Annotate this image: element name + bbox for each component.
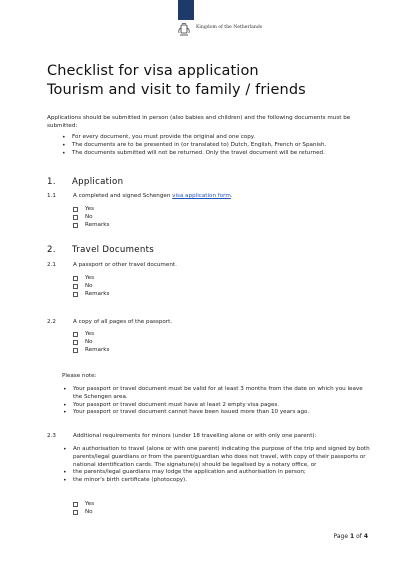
section-number: 1. — [47, 177, 56, 187]
title-line-1: Checklist for visa application — [47, 63, 259, 79]
section-title: Application — [72, 177, 124, 187]
document-page: Kingdom of the Netherlands Checklist for visa application Tourism and visit to family / friends Applications should be submitted in person (also babies and children) and the following documents must be submitted: • For every document, you must provide the original and one copy. • The documents are to be presented in (or translated to) Dutch, English, French or Spanish. • The documents submitted will not be returned. Only the travel document will be returned. 1. Application 1.1 A completed and signed Schengen visa application form. Yes No Remarks 2. Travel Documents 2.1 A passport or other travel document. Yes No Remarks 2.2 A copy of all pages of the passport. Yes No Remarks Please note: • Your passport or travel document must be valid for at least 3 months from the date on which you leave the Schengen area. • Your passport or travel document must have at least 2 empty visa pages. • Your passport or travel document cannot have been issued more than 10 years ago. 2.3 Additional requirements for minors (under 18 travelling alone or with only one parent): • An authorisation to travel (alone or with one parent) indicating the purpose of the trip and signed by both parents/legal guardians or from the parent/guardian who does not travel, with copy of their passports or national identification cards. The signature(s) should be legalised by a notary office, or • the parents/legal guardians may lodge the application and authorisation in person; • the minor's birth certificate (photocopy). Yes No Page 1 of 4 — [0, 0, 400, 566]
list-item: • An authorisation to travel (alone or with one parent) indicating the purpose of the trip and signed by both parents/legal guardians or from the parent/guardian who does not travel, with copy of their passports or national identification cards. The signature(s) should be legalised by a notary office, or — [61, 446, 371, 469]
section-number: 2. — [47, 245, 56, 255]
checkbox[interactable] — [73, 502, 78, 507]
page-title — [47, 62, 306, 100]
minors-bullets — [61, 446, 371, 485]
list-item: • Your passport or travel document must have at least 2 empty visa pages. — [61, 402, 371, 410]
please-note-bullets — [61, 386, 371, 417]
checkbox[interactable] — [73, 292, 78, 297]
item-text: A copy of all pages of the passport. — [73, 319, 173, 325]
checklist-item-2-3 — [47, 432, 367, 440]
checkbox[interactable] — [73, 207, 78, 212]
checkbox[interactable] — [73, 332, 78, 337]
item-number: 2.2 — [47, 319, 56, 325]
list-item: • Your passport or travel document must be valid for at least 3 months from the date on which you leave the Schengen area. — [61, 386, 371, 402]
item-number: 2.3 — [47, 433, 56, 439]
section-heading-travel-documents — [47, 245, 154, 255]
checkbox[interactable] — [73, 223, 78, 228]
checkbox[interactable] — [73, 284, 78, 289]
intro-bullets — [60, 134, 365, 157]
list-item: • The documents are to be presented in (or translated to) Dutch, English, French or Spanish. — [60, 142, 365, 150]
list-item: • For every document, you must provide the original and one copy. — [60, 134, 365, 142]
visa-application-form-link[interactable]: visa application form — [172, 193, 231, 199]
page-number: Page 1 of 4 — [333, 533, 368, 540]
list-item: • the minor's birth certificate (photocopy). — [61, 477, 371, 485]
list-item: • the parents/legal guardians may lodge the application and authorisation in person; — [61, 469, 371, 477]
intro-text: Applications should be submitted in person (also babies and children) and the following documents must be submitted: — [47, 115, 351, 129]
section-title: Travel Documents — [72, 245, 155, 255]
item-text: Additional requirements for minors (under 18 travelling alone or with only one parent): — [73, 433, 317, 439]
list-item: • The documents submitted will not be returned. Only the travel document will be returned. — [60, 150, 365, 158]
checkbox[interactable] — [73, 348, 78, 353]
item-number: 1.1 — [47, 193, 56, 199]
please-note-label: Please note: — [62, 373, 97, 379]
coat-of-arms-icon — [177, 23, 191, 37]
checklist-item-1-1 — [47, 192, 347, 200]
checklist-item-2-1 — [47, 261, 347, 269]
section-heading-application — [47, 177, 123, 187]
checkbox[interactable] — [73, 215, 78, 220]
item-number: 2.1 — [47, 262, 56, 268]
checkbox[interactable] — [73, 276, 78, 281]
organization-name: Kingdom of the Netherlands — [196, 25, 263, 30]
logo-bar — [178, 0, 194, 20]
checkbox[interactable] — [73, 510, 78, 515]
list-item: • Your passport or travel document cannot have been issued more than 10 years ago. — [61, 409, 371, 417]
checklist-item-2-2 — [47, 318, 347, 326]
title-line-2: Tourism and visit to family / friends — [47, 82, 306, 98]
item-text: A passport or other travel document. — [73, 262, 177, 268]
item-text: A completed and signed Schengen visa application form. — [73, 193, 233, 199]
checkbox[interactable] — [73, 340, 78, 345]
